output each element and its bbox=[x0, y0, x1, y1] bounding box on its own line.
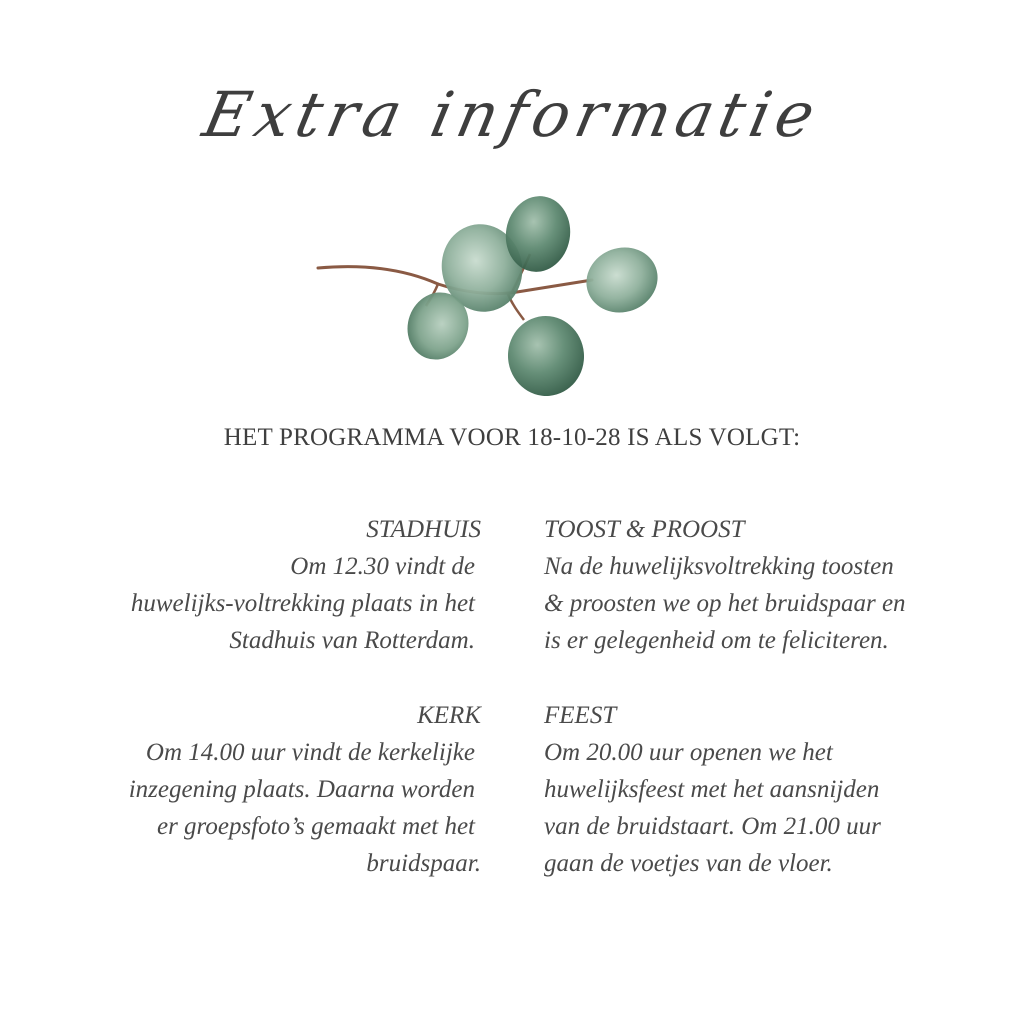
section-title: FEEST bbox=[544, 702, 617, 729]
section-line: gaan de voetjes van de vloer. bbox=[544, 850, 833, 877]
section-line: er groepsfoto’s gemaakt met het bbox=[156, 813, 475, 840]
section-line: van de bruidstaart. Om 21.00 uur bbox=[544, 813, 881, 840]
section-stadhuis bbox=[40, 511, 481, 659]
section-line: bruidspaar. bbox=[366, 850, 481, 877]
page-title: Extra informatie bbox=[197, 78, 827, 151]
section-line: & proosten we op het bruidspaar en bbox=[544, 590, 906, 617]
section-line: huwelijks-voltrekking plaats in het bbox=[130, 590, 475, 617]
section-toost-proost bbox=[544, 511, 984, 659]
program-subheading: HET PROGRAMMA VOOR 18-10-28 IS ALS VOLGT: bbox=[223, 424, 801, 451]
section-line: is er gelegenheid om te feliciteren. bbox=[544, 627, 889, 654]
section-line: inzegening plaats. Daarna worden bbox=[128, 776, 475, 803]
section-title: KERK bbox=[417, 702, 481, 729]
section-line: Om 14.00 uur vindt de kerkelijke bbox=[145, 739, 475, 766]
section-title: STADHUIS bbox=[366, 516, 481, 543]
section-line: Om 12.30 vindt de bbox=[290, 553, 475, 580]
section-line: Na de huwelijksvoltrekking toosten bbox=[544, 553, 894, 580]
section-kerk bbox=[40, 697, 481, 882]
section-line: Om 20.00 uur openen we het bbox=[544, 739, 833, 766]
section-line: Stadhuis van Rotterdam. bbox=[229, 627, 475, 654]
section-title: TOOST & PROOST bbox=[544, 516, 745, 543]
eucalyptus-sprig-illustration bbox=[312, 188, 672, 408]
section-line: huwelijksfeest met het aansnijden bbox=[544, 776, 880, 803]
section-feest bbox=[544, 697, 984, 882]
